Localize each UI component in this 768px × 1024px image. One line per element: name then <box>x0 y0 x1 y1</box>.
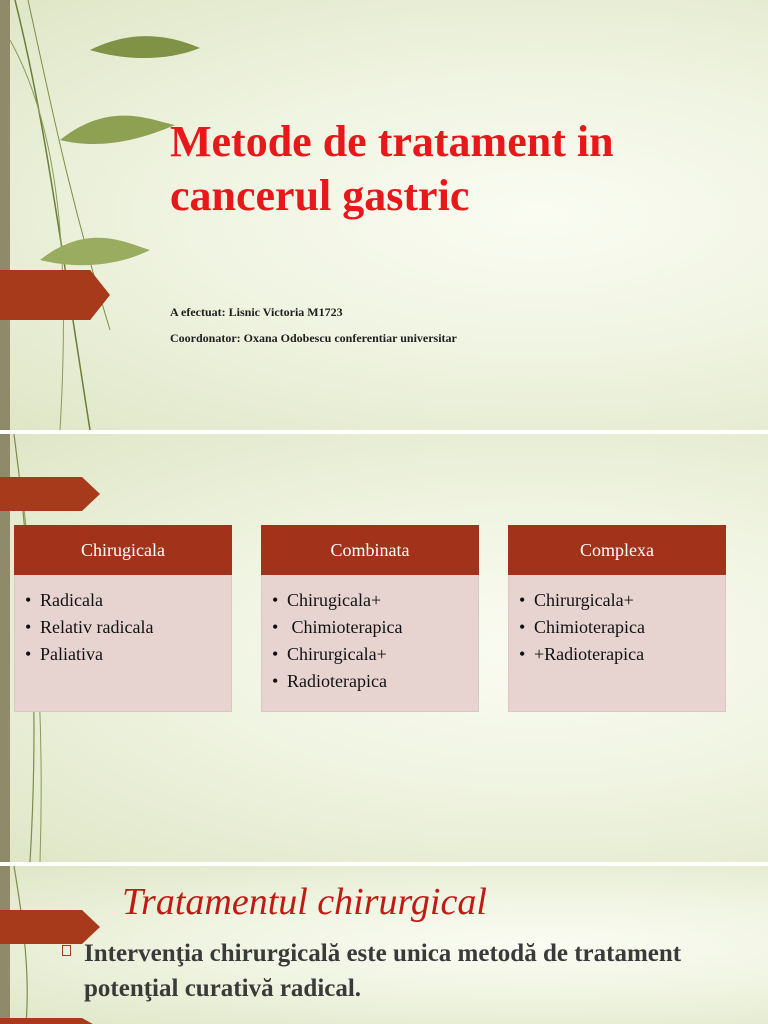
accent-arrow <box>0 270 110 320</box>
method-box-chirugicala <box>14 525 232 712</box>
leaf-swirl-decoration <box>0 866 60 1024</box>
slide-heading: Tratamentul chirurgical <box>122 881 487 923</box>
author-line: A efectuat: Lisnic Victoria M1723 <box>170 305 343 319</box>
method-box-header: Chirugicala <box>14 525 232 575</box>
list-item: • Chirugicala+ <box>270 587 470 614</box>
list-item: • Chirurgicala+ <box>517 587 717 614</box>
method-box-body <box>261 575 479 712</box>
list-item: • Paliativa <box>23 641 223 668</box>
slide-body-text: Intervenţia chirurgicală este unica metodă de tratament potenţial curativă radical. <box>84 940 682 1002</box>
method-box-body <box>14 575 232 712</box>
list-item: • Chimioterapica <box>270 614 470 641</box>
method-box-combinata <box>261 525 479 712</box>
surgery-slide <box>0 866 768 1024</box>
accent-arrow <box>0 1018 100 1024</box>
method-box-header: Combinata <box>261 525 479 575</box>
list-item: • Chirurgicala+ <box>270 641 470 668</box>
list-item: • +Radioterapica <box>517 641 717 668</box>
methods-slide <box>0 434 768 862</box>
method-box-body <box>508 575 726 712</box>
list-item: • Radicala <box>23 587 223 614</box>
method-box-header: Complexa <box>508 525 726 575</box>
title-slide <box>0 0 768 430</box>
method-box-complexa <box>508 525 726 712</box>
coordinator-line: Coordonator: Oxana Odobescu conferentiar universitar <box>170 331 457 345</box>
list-item: • Radioterapica <box>270 668 470 695</box>
bullet-icon <box>62 945 71 956</box>
presentation-title: Metode de tratament in cancerul gastric <box>170 117 614 220</box>
list-item: • Relativ radicala <box>23 614 223 641</box>
accent-arrow <box>0 477 100 511</box>
list-item: • Chimioterapica <box>517 614 717 641</box>
